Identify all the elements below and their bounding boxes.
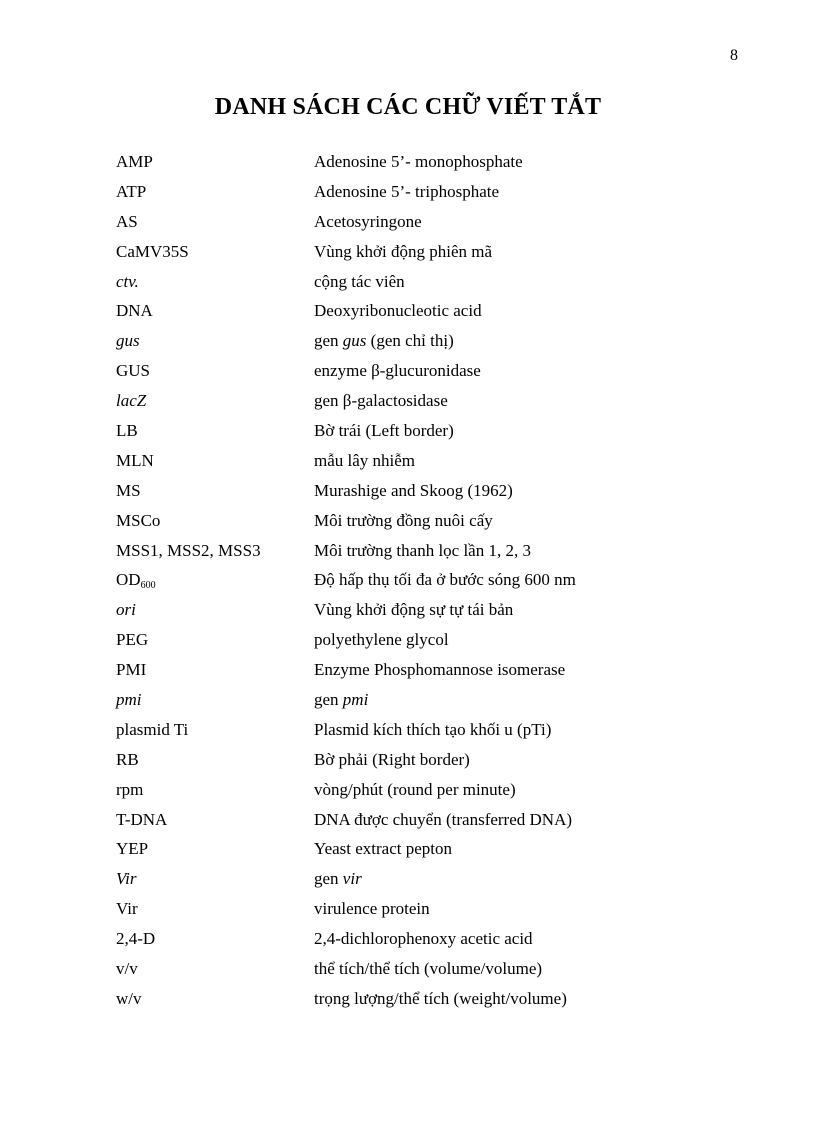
abbreviation-row [116,685,736,715]
abbreviation-row [116,565,736,595]
abbreviation-definition: Vùng khởi động phiên mã [314,241,493,261]
abbreviation-definition [314,331,454,351]
abbreviation-definition: trọng lượng/thể tích (weight/volume) [314,988,567,1008]
abbreviation-row [116,655,736,685]
abbreviation-definition: Bờ phải (Right border) [314,749,470,769]
abbreviation-definition: Acetosyringone [314,211,422,231]
abbreviation-row [116,595,736,625]
abbreviation-row [116,446,736,476]
abbreviation-term [116,570,314,590]
abbreviation-list [116,147,736,1014]
abbreviation-row [116,386,736,416]
abbreviation-term: rpm [116,779,144,799]
definition-text: (gen chỉ thị) [370,331,454,351]
abbreviation-definition: Môi trường đồng nuôi cấy [314,510,493,530]
abbreviation-term: CaMV35S [116,241,189,261]
abbreviation-definition: DNA được chuyển (transferred DNA) [314,809,573,829]
abbreviation-definition: Bờ trái (Left border) [314,420,454,440]
abbreviation-term: Vir [116,899,138,919]
abbreviation-term: 2,4-D [116,929,156,949]
abbreviation-term: AS [116,211,138,231]
abbreviation-term: PEG [116,630,149,650]
abbreviation-term: Vir [116,869,137,889]
abbreviation-row [116,715,736,745]
abbreviation-row [116,625,736,655]
abbreviation-row [116,476,736,506]
abbreviation-row [116,984,736,1014]
abbreviation-definition: gen β-galactosidase [314,391,448,411]
abbreviation-row [116,207,736,237]
abbreviation-row [116,805,736,835]
abbreviation-definition: Enzyme Phosphomannose isomerase [314,660,566,680]
abbreviation-definition [314,869,362,889]
abbreviation-term: v/v [116,958,138,978]
abbreviation-term: ctv. [116,271,139,291]
abbreviation-term: AMP [116,151,153,171]
abbreviation-term: gus [116,331,140,351]
abbreviation-row [116,536,736,566]
abbreviation-definition: Vùng khởi động sự tự tái bản [314,600,514,620]
abbreviation-term: PMI [116,660,147,680]
abbreviation-row [116,296,736,326]
abbreviation-term: YEP [116,839,149,859]
abbreviation-definition: Yeast extract pepton [314,839,453,859]
definition-text: gen [314,869,339,889]
term-subscript: 600 [140,580,156,592]
abbreviation-row [116,237,736,267]
abbreviation-definition: Độ hấp thụ tối đa ở bước sóng 600 nm [314,570,576,590]
abbreviation-term: pmi [116,689,142,709]
abbreviation-definition: cộng tác viên [314,271,405,291]
abbreviation-row [116,416,736,446]
term-text: OD [116,570,141,590]
abbreviation-definition: polyethylene glycol [314,630,449,650]
page-title: DANH SÁCH CÁC CHỮ VIẾT TẮT [214,94,602,120]
abbreviation-row [116,894,736,924]
abbreviation-term: ori [116,600,136,620]
abbreviation-definition: vòng/phút (round per minute) [314,779,516,799]
definition-text: gen [314,689,339,709]
abbreviation-term: w/v [116,988,142,1008]
abbreviation-definition: thể tích/thể tích (volume/volume) [314,958,543,978]
abbreviation-definition: virulence protein [314,899,430,919]
abbreviation-definition: mẫu lây nhiễm [314,450,416,470]
abbreviation-definition: Plasmid kích thích tạo khối u (pTi) [314,719,552,739]
abbreviation-term: RB [116,749,139,769]
abbreviation-row [116,775,736,805]
abbreviation-term: MSCo [116,510,161,530]
abbreviation-definition: Adenosine 5’- monophosphate [314,151,523,171]
abbreviation-row [116,745,736,775]
abbreviation-term: ATP [116,181,147,201]
abbreviation-term: MSS1, MSS2, MSS3 [116,540,261,560]
abbreviation-row [116,834,736,864]
abbreviation-term: MLN [116,450,154,470]
abbreviation-definition: enzyme β-glucuronidase [314,361,481,381]
abbreviation-definition: Murashige and Skoog (1962) [314,480,513,500]
abbreviation-row [116,356,736,386]
definition-italic-text: pmi [342,689,369,709]
abbreviation-row [116,147,736,177]
abbreviation-row [116,177,736,207]
abbreviation-row [116,267,736,297]
abbreviation-row [116,326,736,356]
abbreviation-row [116,506,736,536]
definition-italic-text: gus [342,331,367,351]
page-number: 8 [730,47,738,64]
abbreviation-definition: Môi trường thanh lọc lần 1, 2, 3 [314,540,531,560]
abbreviation-definition: Adenosine 5’- triphosphate [314,181,500,201]
definition-text: gen [314,331,339,351]
abbreviation-term: MS [116,480,141,500]
abbreviation-definition: 2,4-dichlorophenoxy acetic acid [314,929,533,949]
abbreviation-row [116,864,736,894]
abbreviation-definition: Deoxyribonucleotic acid [314,301,482,321]
abbreviation-row [116,924,736,954]
abbreviation-definition [314,690,368,710]
abbreviation-term: GUS [116,361,151,381]
abbreviation-term: LB [116,420,138,440]
abbreviation-term: plasmid Ti [116,719,189,739]
abbreviation-term: lacZ [116,391,147,411]
definition-italic-text: vir [342,869,362,889]
abbreviation-term: DNA [116,301,153,321]
abbreviation-row [116,954,736,984]
abbreviation-term: T-DNA [116,809,168,829]
